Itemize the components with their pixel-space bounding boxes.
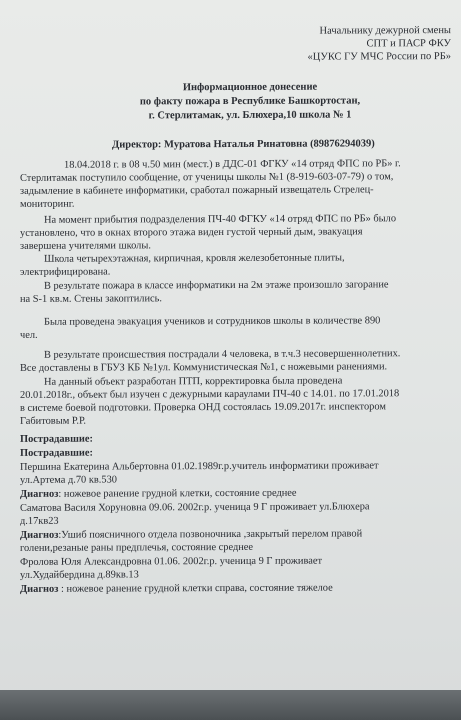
victims-heading-2: Пострадавшие: xyxy=(20,447,93,459)
victim-2-diagnosis xyxy=(20,528,362,541)
title-line-3: г. Стерлитамак, ул. Блюхера,10 школа № 1 xyxy=(148,109,352,122)
desk-surface xyxy=(0,690,461,720)
title-line-2: по факту пожара в Республике Башкортостан, xyxy=(139,95,361,108)
victim-1-line-1: Першина Екатерина Альбертовна 01.02.1989г.р.учитель информатики проживает xyxy=(20,460,379,473)
title-line-1: Информационное донесение xyxy=(182,81,318,94)
diagnosis-label: Диагноз xyxy=(20,529,59,541)
p2-line-2: установлено, что в окнах второго этажа виден густой черный дым, эвакуация xyxy=(20,226,363,239)
p2-line-1: На момент прибытия подразделения ПЧ-40 ФГКУ «14 отряд ФПС по РБ» было xyxy=(44,213,397,226)
diagnosis-label: Диагноз xyxy=(20,583,59,595)
victim-2-line-1: Саматова Василя Хоруновна 09.06. 2002г.р. ученица 9 Г проживает ул.Блюхера xyxy=(20,501,370,514)
p7-line-1: На данный объект разработан ПТП, корректировка была проведена xyxy=(44,375,343,388)
victim-2-diagnosis-cont: голени,резаные раны предплечья, состояние среднее xyxy=(20,541,254,554)
p1-line-2: Стерлитамак поступило сообщение, от ученицы школы №1 (8-919-603-07-79) о том, xyxy=(20,171,394,184)
victim-2-line-2: д.17кв23 xyxy=(20,515,59,527)
victim-1-diagnosis xyxy=(20,488,297,501)
p4-line-2: на S-1 кв.м. Стены закоптились. xyxy=(20,293,162,305)
diagnosis-label: Диагноз xyxy=(20,488,59,500)
p7-line-2: 20.01.2018г., объект был изучен с дежурными караулами ПЧ-40 с 14.01. по 17.01.2018 xyxy=(20,388,400,401)
diagnosis-text: :Ушиб поясничного отдела позвоночника ,закрытый перелом правой xyxy=(58,528,363,541)
p7-line-4: Габитовым Р.Р. xyxy=(20,415,87,427)
p3-line-2: электрифицирована. xyxy=(20,266,111,278)
document-title xyxy=(70,80,430,124)
p6-line-1: В результате происшествия пострадали 4 человека, в т.ч.3 несовершеннолетних. xyxy=(44,348,401,361)
p7-line-3: в системе боевой подготовки. Проверка ОНД состоялась 19.09.2017г. инспектором xyxy=(20,401,386,414)
addressee-line-1: Начальнику дежурной смены xyxy=(319,25,451,37)
p1-line-4: мониторинг. xyxy=(20,198,75,210)
p6-line-2: Все доставлены в ГБУЗ КБ №1ул. Коммунистическая №1, с ножевыми ранениями. xyxy=(20,361,388,374)
diagnosis-text: : ножевое ранение грудной клетки справа, состояние тяжелое xyxy=(58,582,333,595)
p3-line-1: Школа четырехэтажная, кирпичная, кровля железобетонные плиты, xyxy=(44,252,345,265)
diagnosis-text: : ножевое ранение грудной клетки, состояние среднее xyxy=(58,487,297,500)
victims-heading-1: Пострадавшие: xyxy=(20,433,93,445)
p5-line-1: Была проведена эвакуация учеников и сотрудников школы в количестве 890 xyxy=(44,315,381,328)
p2-line-3: завершена учителями школы. xyxy=(20,240,151,252)
p4-line-1: В результате пожара в классе информатики на 2м этаже произошло загорание xyxy=(44,279,389,292)
p1-line-3: задымление в кабинете информатики, сработал пожарный извещатель Стрелец- xyxy=(20,184,374,197)
p5-line-2: чел. xyxy=(20,329,38,341)
victim-3-diagnosis xyxy=(20,583,333,596)
addressee-line-2: СПТ и ПАСР ФКУ xyxy=(366,38,451,50)
addressee-line-3: «ЦУКС ГУ МЧС России по РБ» xyxy=(307,51,451,63)
victim-3-line-2: ул.Худайбердина д.89кв.13 xyxy=(20,569,139,581)
addressee-block xyxy=(251,24,451,64)
victim-3-line-1: Фролова Юля Александровна 01.06. 2002г.р. ученица 9 Г проживает xyxy=(20,555,323,568)
victim-1-line-2: ул.Артема д.70 кв.530 xyxy=(20,474,117,486)
p1-line-1: 18.04.2018 г. в 08 ч.50 мин (мест.) в ДДС-01 ФГКУ «14 отряд ФПС по РБ» г. xyxy=(64,158,401,171)
director-line: Директор: Муратова Наталья Ринатовна (89876294039) xyxy=(112,138,375,151)
